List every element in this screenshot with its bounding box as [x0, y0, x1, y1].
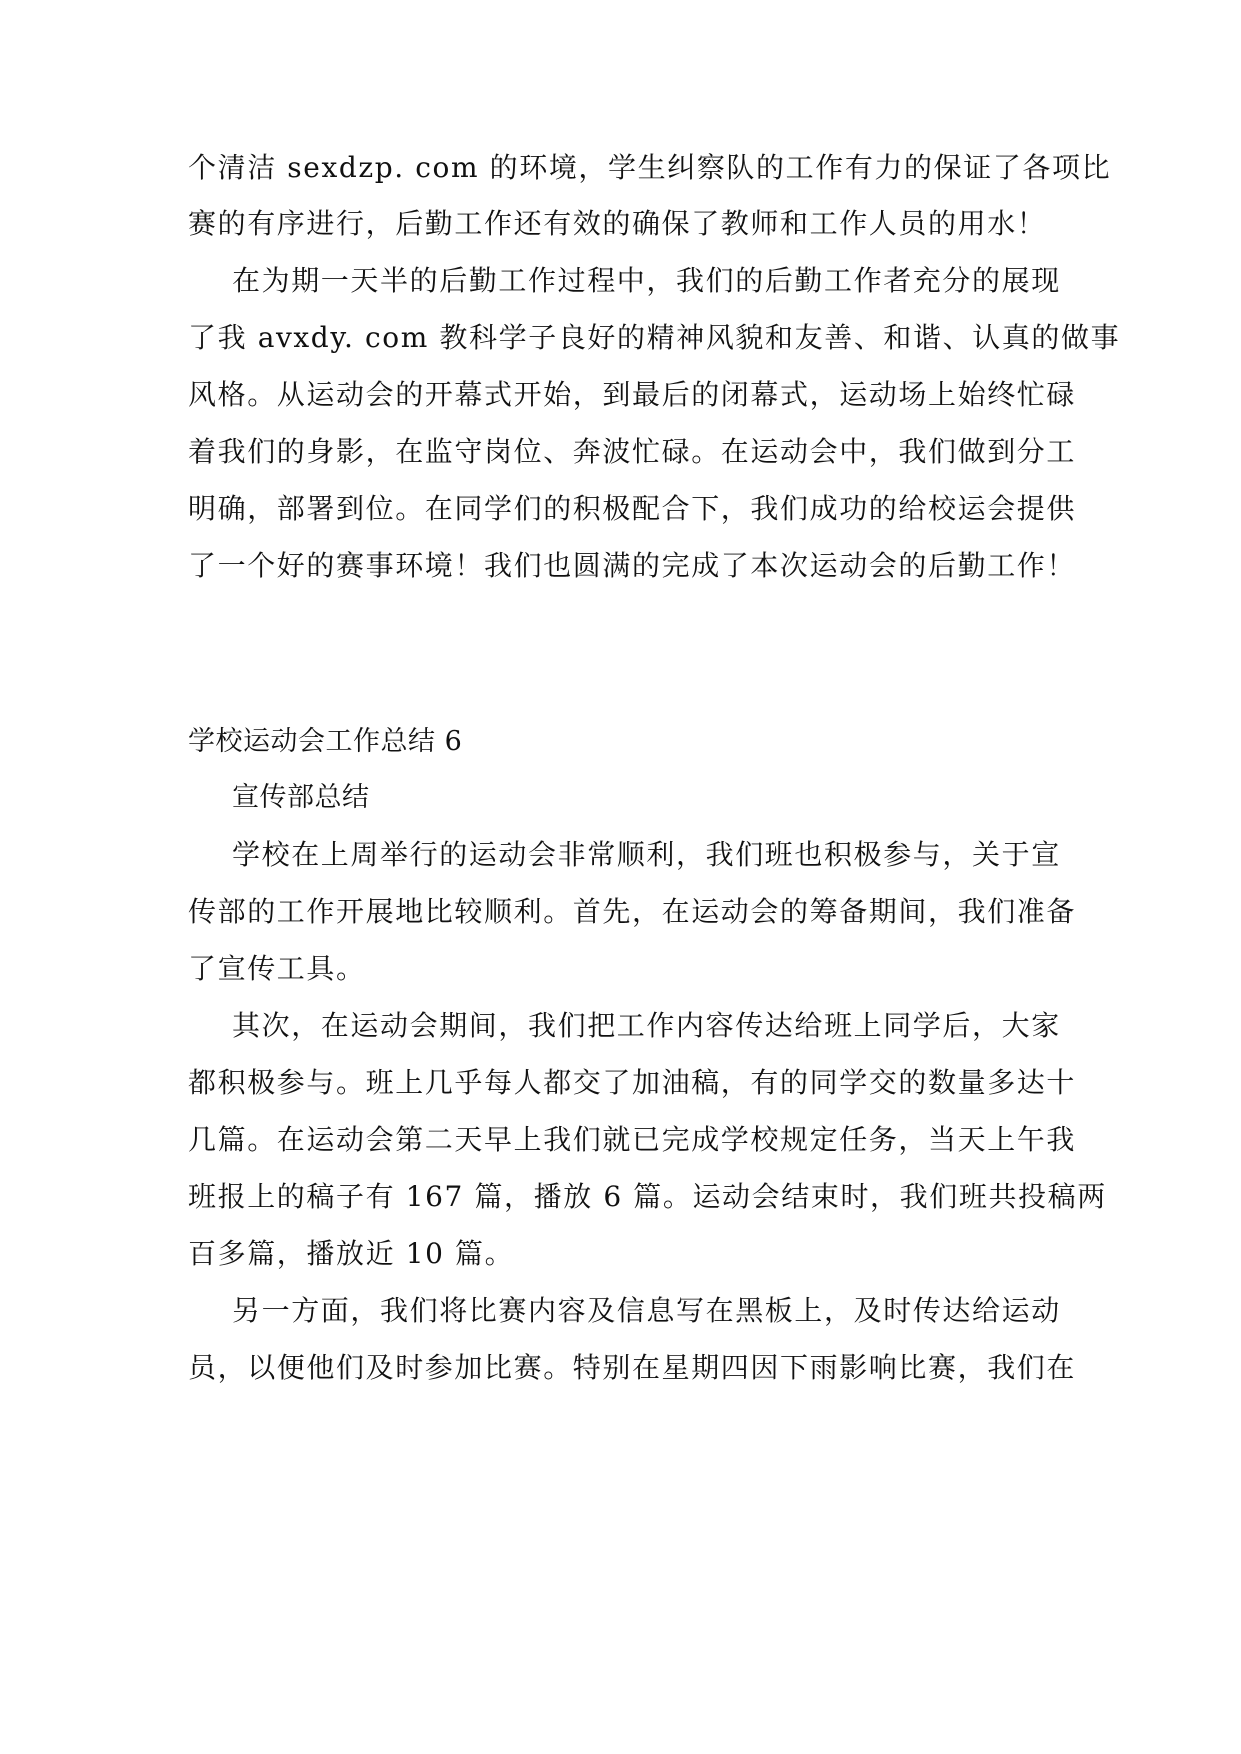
text-line: 另一方面，我们将比赛内容及信息写在黑板上，及时传达给运动 — [232, 1294, 1061, 1327]
text-line: 都积极参与。班上几乎每人都交了加油稿，有的同学交的数量多达十 — [188, 1066, 1077, 1099]
text-line: 在为期一天半的后勤工作过程中，我们的后勤工作者充分的展现 — [232, 264, 1061, 297]
section-title: 学校运动会工作总结 6 — [188, 726, 463, 757]
section-subtitle: 宣传部总结 — [232, 782, 370, 813]
text-line: 员，以便他们及时参加比赛。特别在星期四因下雨影响比赛，我们在 — [188, 1351, 1077, 1384]
text-line: 着我们的身影，在监守岗位、奔波忙碌。在运动会中，我们做到分工 — [188, 435, 1077, 468]
text-line: 学校在上周举行的运动会非常顺利，我们班也积极参与，关于宣 — [232, 838, 1061, 871]
text-line: 个清洁 sexdzp. com 的环境，学生纠察队的工作有力的保证了各项比 — [188, 151, 1112, 184]
text-line: 几篇。在运动会第二天早上我们就已完成学校规定任务，当天上午我 — [188, 1123, 1077, 1156]
text-line: 赛的有序进行，后勤工作还有效的确保了教师和工作人员的用水！ — [188, 207, 1047, 240]
text-line: 了宣传工具。 — [188, 952, 366, 985]
text-line: 百多篇，播放近 10 篇。 — [188, 1237, 515, 1270]
text-line: 了我 avxdy. com 教科学子良好的精神风貌和友善、和谐、认真的做事 — [188, 321, 1121, 354]
text-line: 了一个好的赛事环境！我们也圆满的完成了本次运动会的后勤工作！ — [188, 549, 1077, 582]
text-line: 风格。从运动会的开幕式开始，到最后的闭幕式，运动场上始终忙碌 — [188, 378, 1077, 411]
text-line: 其次，在运动会期间，我们把工作内容传达给班上同学后，大家 — [232, 1009, 1061, 1042]
text-line: 明确，部署到位。在同学们的积极配合下，我们成功的给校运会提供 — [188, 492, 1077, 525]
text-line: 传部的工作开展地比较顺利。首先，在运动会的筹备期间，我们准备 — [188, 895, 1077, 928]
text-line: 班报上的稿子有 167 篇，播放 6 篇。运动会结束时，我们班共投稿两 — [188, 1180, 1107, 1213]
